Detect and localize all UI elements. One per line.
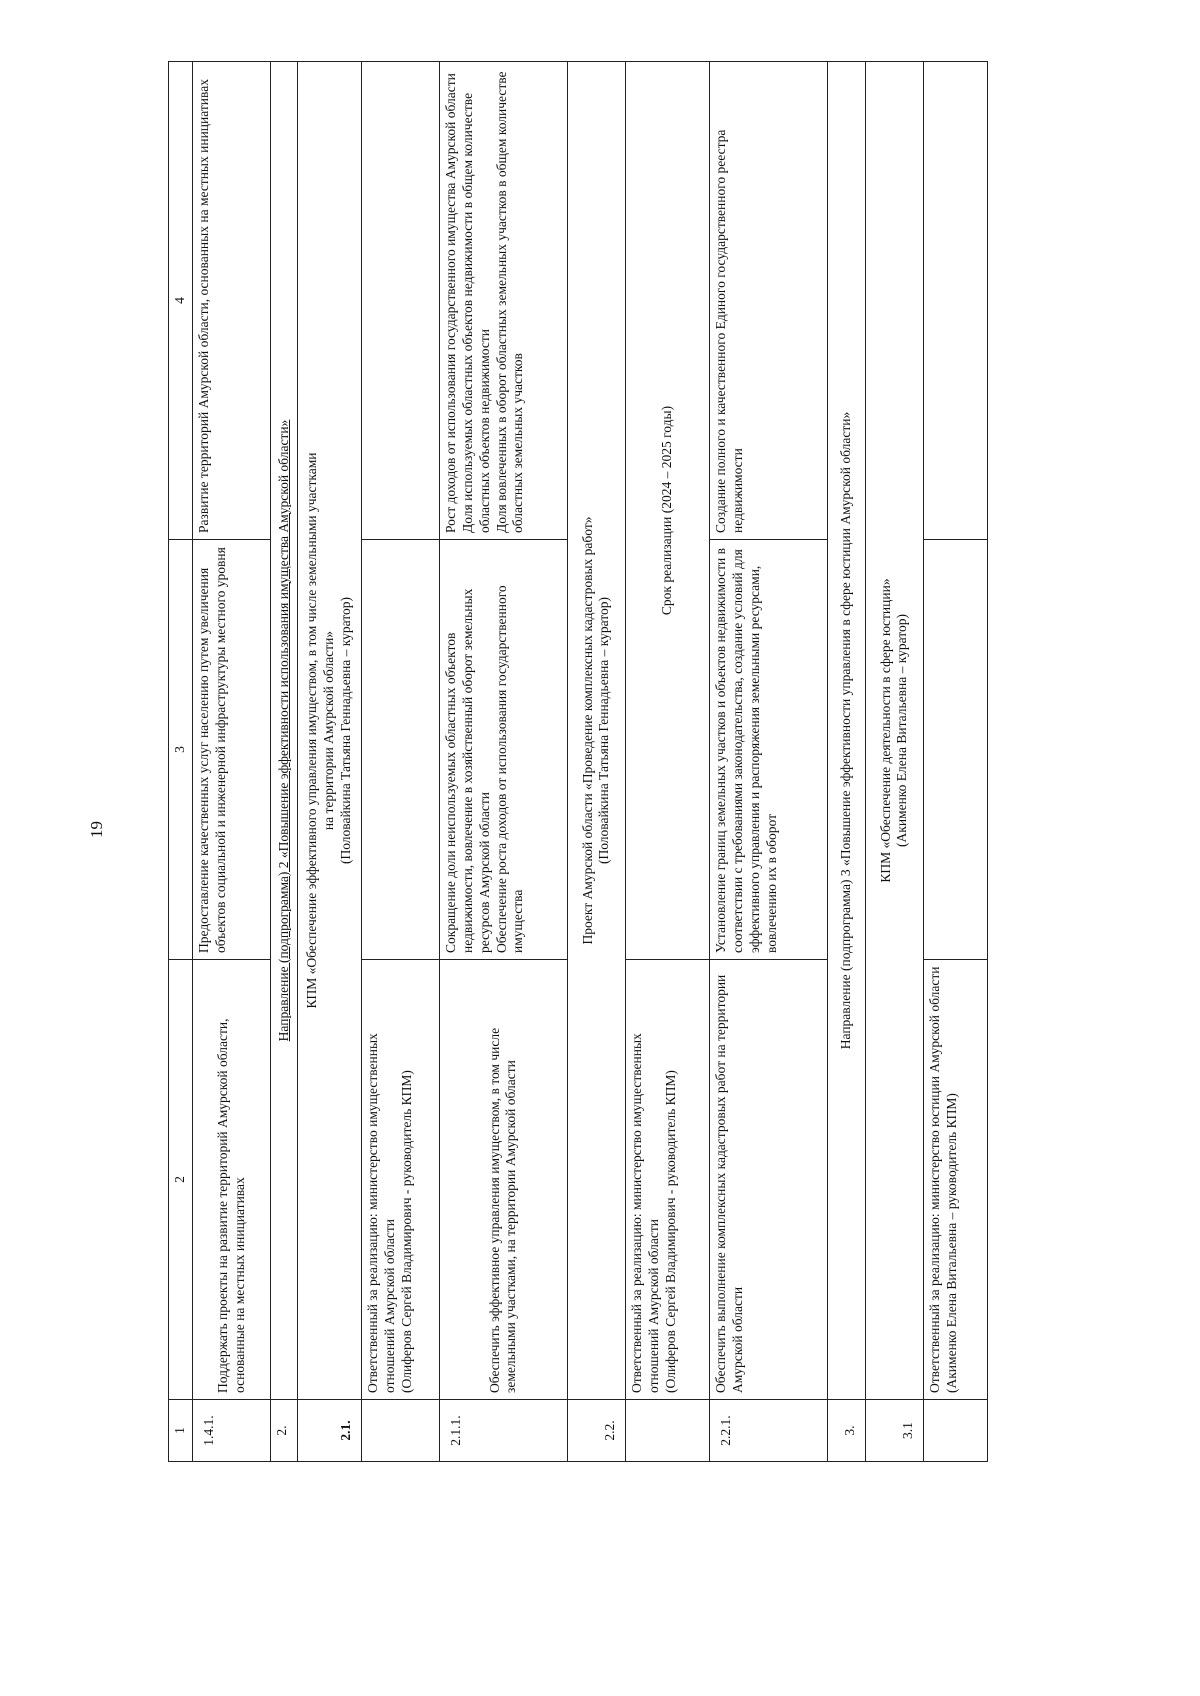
empty-cell — [361, 1400, 439, 1462]
empty-cell — [923, 62, 987, 540]
result-cell: Установление границ земельных участков и объектов недвижимости в соответствии с требованиями законодательства, создание условий для эффективного управления и распоряжения земельными ресурсами, вовлечению их в оборот — [709, 540, 827, 960]
row-number: 1.4.1. — [193, 1400, 271, 1462]
header-cell-1: 1 — [169, 1400, 193, 1462]
empty-cell — [625, 1400, 709, 1462]
section-row — [297, 62, 361, 1462]
program-table — [168, 61, 988, 1462]
header-cell-2: 2 — [169, 960, 193, 1400]
indicator-cell: Развитие территорий Амурской области, основанных на местных инициативах — [193, 62, 271, 540]
section-title: КПМ «Обеспечение эффективного управления имуществом, в том числе земельными участками на территории Амурской области» (Половайкина Татьяна Геннадьевна – куратор) — [297, 62, 361, 1400]
table-row — [709, 62, 827, 1462]
section-row — [865, 62, 923, 1462]
row-number: 2.2.1. — [709, 1400, 827, 1462]
section-row — [271, 62, 298, 1462]
header-cell-4: 4 — [169, 62, 193, 540]
header-cell-3: 3 — [169, 540, 193, 960]
term-text: Срок реализации (2024 – 2025 годы) — [625, 62, 709, 960]
empty-cell — [361, 540, 439, 960]
empty-cell — [361, 62, 439, 540]
section-row — [567, 62, 625, 1462]
empty-cell — [923, 540, 987, 960]
task-cell: Обеспечить выполнение комплексных кадастровых работ на территории Амурской области — [709, 960, 827, 1400]
section-title: Проект Амурской области «Проведение комплексных кадастровых работ» (Половайкина Татьяна Геннадьевна – куратор) — [567, 62, 625, 1400]
section-number: 2. — [271, 1400, 298, 1462]
empty-cell — [923, 1400, 987, 1462]
section-title: Направление (подпрограмма) 3 «Повышение эффективности управления в сфере юстиции Амурской области» — [827, 62, 865, 1400]
indicator-cell: Создание полного и качественного Единого государственного реестра недвижимости — [709, 62, 827, 540]
section-number: 2.1. — [297, 1400, 361, 1462]
section-number: 3.1 — [865, 1400, 923, 1462]
responsible-text: Ответственный за реализацию: министерство имущественных отношений Амурской области (Олиферов Сергей Владимирович - руководитель КПМ) — [625, 960, 709, 1400]
responsible-row — [361, 62, 439, 1462]
section-title: КПМ «Обеспечение деятельности в сфере юстиции» (Акименко Елена Витальевна – куратор) — [865, 62, 923, 1400]
row-number: 2.1.1. — [439, 1400, 567, 1462]
header-row — [169, 62, 193, 1462]
table-row — [193, 62, 271, 1462]
responsible-text: Ответственный за реализацию: министерство имущественных отношений Амурской области (Олиферов Сергей Владимирович - руководитель КПМ) — [361, 960, 439, 1400]
section-number: 3. — [827, 1400, 865, 1462]
section-row — [827, 62, 865, 1462]
result-cell: Предоставление качественных услуг населению путем увеличения объектов социальной и инженерной инфраструктуры местного уровня — [193, 540, 271, 960]
indicator-cell: Рост доходов от использования государственного имущества Амурской области Доля используемых областных объектов недвижимости в общем количестве областных объектов недвижимости Доля вовлеченных в оборот областных земельных участков в общем количестве областных земельных участков — [439, 62, 567, 540]
responsible-row — [923, 62, 987, 1462]
result-cell: Сокращение доли неиспользуемых областных объектов недвижимости, вовлечение в хозяйственный оборот земельных ресурсов Амурской области Обеспечение роста доходов от использования государственного имущества — [439, 540, 567, 960]
section-title: Направление (подпрограмма) 2 «Повышение эффективности использования имущества Амурской области» — [271, 62, 298, 1400]
task-cell: Поддержать проекты на развитие территорий Амурской области, основанные на местных инициативах — [193, 960, 271, 1400]
section-number: 2.2. — [567, 1400, 625, 1462]
page-number: 19 — [87, 821, 106, 838]
responsible-text: Ответственный за реализацию: министерство юстиции Амурской области (Акименко Елена Витальевна – руководитель КПМ) — [923, 960, 987, 1400]
table-row — [439, 62, 567, 1462]
task-cell: Обеспечить эффективное управления имуществом, в том числе земельными участками, на территории Амурской области — [439, 960, 567, 1400]
rotated-table-wrapper — [168, 62, 1192, 1462]
responsible-row — [625, 62, 709, 1462]
